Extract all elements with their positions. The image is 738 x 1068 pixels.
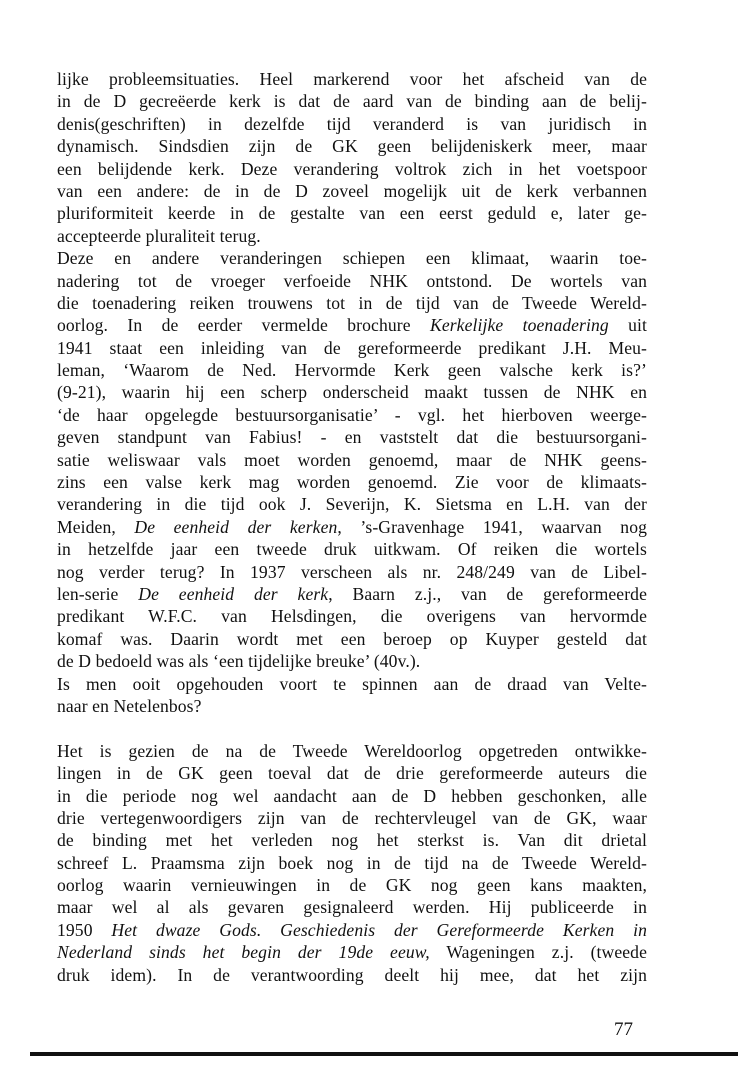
body-text: nog verder terug? In 1937 verscheen als nr. 248/249 van de Libel- bbox=[57, 561, 647, 582]
italic-title-text: Kerkelijke toenadering bbox=[429, 315, 609, 336]
text-line bbox=[57, 740, 647, 762]
text-line bbox=[57, 180, 647, 202]
text-line bbox=[57, 807, 647, 829]
body-text: geven standpunt van Fabius! - en vaststelt dat die bestuursorgani- bbox=[57, 427, 647, 448]
text-line bbox=[57, 135, 647, 157]
text-line bbox=[57, 852, 647, 874]
body-text: len-serie bbox=[57, 583, 139, 604]
page-body-text bbox=[57, 68, 647, 986]
text-line bbox=[57, 583, 647, 605]
text-line bbox=[57, 449, 647, 471]
text-line bbox=[57, 381, 647, 403]
body-text: ‘de haar opgelegde bestuursorganisatie’ - vgl. het hierboven weerge- bbox=[57, 404, 647, 425]
italic-title-text: Nederland sinds het begin der 19de eeuw, bbox=[57, 942, 430, 963]
body-text: dynamisch. Sindsdien zijn de GK geen belijdeniskerk meer, maar bbox=[57, 136, 647, 157]
body-text: 1950 bbox=[57, 919, 112, 940]
text-line bbox=[57, 270, 647, 292]
body-text: zins een valse kerk mag worden genoemd. Zie voor de klimaats- bbox=[57, 472, 647, 493]
body-text: , ’s-Gravenhage 1941, waarvan nog bbox=[337, 516, 647, 537]
body-text: satie weliswaar vals moet worden genoemd, maar de NHK geens- bbox=[57, 449, 647, 470]
body-text: oorlog. In de eerder vermelde brochure bbox=[57, 315, 430, 336]
body-text: de D bedoeld was als ‘een tijdelijke breuke’ (40v.). bbox=[57, 651, 421, 672]
italic-title-text: Het dwaze Gods. Geschiedenis der Gereformeerde Kerken in bbox=[111, 919, 647, 940]
text-line bbox=[57, 359, 647, 381]
text-line bbox=[57, 68, 647, 90]
text-line bbox=[57, 829, 647, 851]
body-text: denis(geschriften) in dezelfde tijd veranderd is van juridisch in bbox=[57, 113, 647, 134]
body-text: komaf was. Daarin wordt met een beroep op Kuyper gesteld dat bbox=[57, 628, 647, 649]
body-text: de binding met het verleden nog het sterkst is. Van dit drietal bbox=[57, 830, 647, 851]
italic-title-text: De eenheid der kerken bbox=[134, 516, 338, 537]
body-text: verandering in die tijd ook J. Severijn, K. Sietsma en L.H. van der bbox=[57, 494, 647, 515]
body-text: schreef L. Praamsma zijn boek nog in de tijd na de Tweede Wereld- bbox=[57, 852, 647, 873]
body-text: 1941 staat een inleiding van de gereformeerde predikant J.H. Meu- bbox=[57, 337, 647, 358]
text-line bbox=[57, 158, 647, 180]
body-text: naar en Netelenbos? bbox=[57, 695, 202, 716]
text-line bbox=[57, 650, 647, 672]
body-text: lingen in de GK geen toeval dat de drie gereformeerde auteurs die bbox=[57, 763, 647, 784]
body-text: oorlog waarin vernieuwingen in de GK nog geen kans maakten, bbox=[57, 875, 647, 896]
body-text: in hetzelfde jaar een tweede druk uitkwam. Of reiken die wortels bbox=[57, 539, 647, 560]
text-line bbox=[57, 314, 647, 336]
body-text: lijke probleemsituaties. Heel markerend voor het afscheid van de bbox=[57, 69, 647, 89]
text-line bbox=[57, 964, 647, 986]
body-text: accepteerde pluraliteit terug. bbox=[57, 225, 261, 246]
italic-title-text: De eenheid der kerk bbox=[138, 583, 329, 604]
body-text: uit bbox=[608, 315, 647, 336]
text-line bbox=[57, 628, 647, 650]
text-line bbox=[57, 292, 647, 314]
text-line bbox=[57, 919, 647, 941]
body-text: Deze en andere veranderingen schiepen een klimaat, waarin toe- bbox=[57, 248, 647, 269]
text-line bbox=[57, 561, 647, 583]
text-line bbox=[57, 762, 647, 784]
text-line bbox=[57, 113, 647, 135]
body-text: een belijdende kerk. Deze verandering voltrok zich in het voetspoor bbox=[57, 158, 647, 179]
body-text: predikant W.F.C. van Helsdingen, die overigens van hervormde bbox=[57, 606, 647, 627]
text-line bbox=[57, 471, 647, 493]
body-text: , Baarn z.j., van de gereformeerde bbox=[328, 583, 647, 604]
text-line bbox=[57, 785, 647, 807]
body-text: Meiden, bbox=[57, 516, 135, 537]
body-text: in die periode nog wel aandacht aan de D hebben geschonken, alle bbox=[57, 785, 647, 806]
text-line bbox=[57, 896, 647, 918]
bottom-rule bbox=[30, 1052, 738, 1056]
text-line bbox=[57, 605, 647, 627]
text-line bbox=[57, 941, 647, 963]
body-text: leman, ‘Waarom de Ned. Hervormde Kerk geen valsche kerk is?’ bbox=[57, 360, 647, 381]
body-text: Is men ooit opgehouden voort te spinnen aan de draad van Velte- bbox=[57, 673, 647, 694]
text-line bbox=[57, 247, 647, 269]
body-text: maar wel al als gevaren gesignaleerd werden. Hij publiceerde in bbox=[57, 897, 647, 918]
text-line bbox=[57, 404, 647, 426]
body-text: Wageningen z.j. (tweede bbox=[429, 942, 647, 963]
body-text: drie vertegenwoordigers zijn van de rechtervleugel van de GK, waar bbox=[57, 807, 647, 828]
page-number: 77 bbox=[614, 1019, 633, 1040]
body-text: Het is gezien de na de Tweede Wereldoorlog opgetreden ontwikke- bbox=[57, 740, 647, 761]
text-line bbox=[57, 90, 647, 112]
body-text: van een andere: de in de D zoveel mogelijk uit de kerk verbannen bbox=[57, 180, 647, 201]
text-line bbox=[57, 337, 647, 359]
body-text: druk idem). In de verantwoording deelt hij mee, dat het zijn bbox=[57, 964, 647, 985]
body-text: (9-21), waarin hij een scherp onderscheid maakt tussen de NHK en bbox=[57, 382, 647, 403]
text-line bbox=[57, 673, 647, 695]
body-text: in de D gecreëerde kerk is dat de aard van de binding aan de belij- bbox=[57, 91, 647, 112]
body-text: die toenadering reiken trouwens tot in de tijd van de Tweede Wereld- bbox=[57, 292, 647, 313]
text-line bbox=[57, 493, 647, 515]
body-text: nadering tot de vroeger verfoeide NHK ontstond. De wortels van bbox=[57, 270, 647, 291]
body-text: pluriformiteit keerde in de gestalte van een eerst geduld e, later ge- bbox=[57, 203, 647, 224]
text-line bbox=[57, 426, 647, 448]
text-line bbox=[57, 225, 647, 247]
text-line bbox=[57, 538, 647, 560]
text-line bbox=[57, 516, 647, 538]
paragraph-gap bbox=[57, 717, 647, 739]
text-line bbox=[57, 874, 647, 896]
text-line bbox=[57, 202, 647, 224]
text-line bbox=[57, 695, 647, 717]
